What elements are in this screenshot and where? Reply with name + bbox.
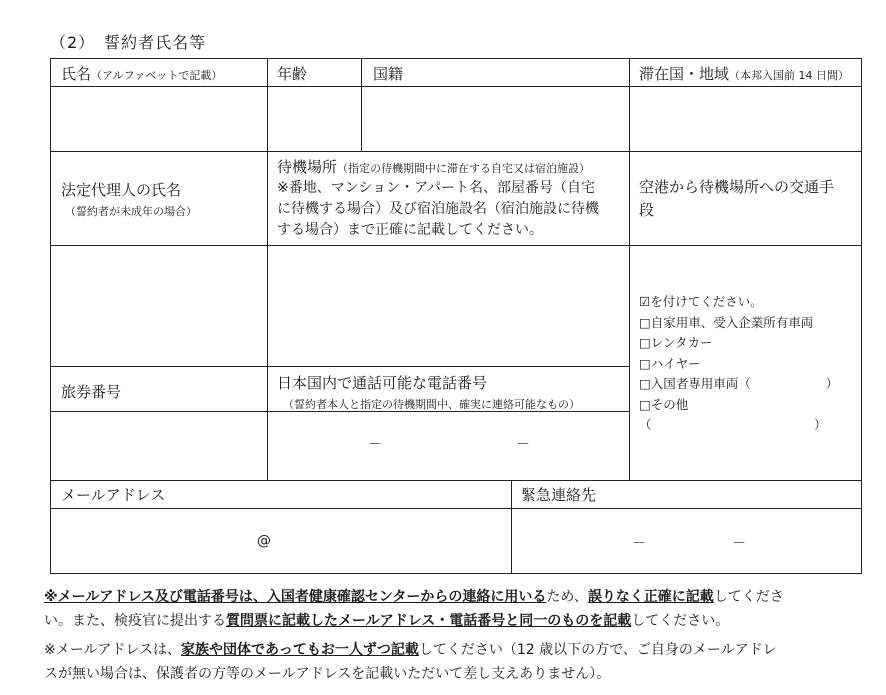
name-header xyxy=(61,63,222,84)
waiting-place-sublabel: （指定の待機期間中に滞在する自宅又は宿泊施設） xyxy=(337,162,591,175)
note-emphasis: 誤りなく正確に記載 xyxy=(587,589,714,605)
emergency-contact-label: 緊急連絡先 xyxy=(521,486,597,504)
age-input[interactable] xyxy=(268,87,360,151)
note-emphasis: 質問票に記載したメールアドレス・電話番号と同一のものを記載 xyxy=(226,613,632,629)
row-divider xyxy=(51,366,629,367)
emergency-separator: － xyxy=(732,536,746,552)
residence-sublabel: （本邦入国前 14 日間） xyxy=(729,69,850,82)
instruction-line: ※番地、マンション・アパート名、部屋番号（自宅 xyxy=(277,180,595,196)
residence-header xyxy=(639,63,849,84)
note-emphasis: 家族や団体であってもお一人ずつ記載 xyxy=(181,642,419,658)
row-divider xyxy=(51,480,861,481)
note-text: ※メールアドレスは、 xyxy=(44,642,182,658)
option-other[interactable]: □その他 xyxy=(639,396,689,412)
pledge-form-table xyxy=(50,58,862,574)
note-text: してください（12 歳以下の方で、ご自身のメールアドレ xyxy=(418,642,777,658)
name-input[interactable] xyxy=(52,87,266,151)
phone-input[interactable] xyxy=(268,412,628,479)
nationality-header: 国籍 xyxy=(373,65,404,83)
passport-input[interactable] xyxy=(52,412,266,479)
passport-label: 旅券番号 xyxy=(61,383,122,401)
option-dedicated-vehicle[interactable]: □入国者専用車両（ ） xyxy=(639,376,839,391)
waiting-place-instructions xyxy=(277,178,627,241)
section-title: （2） 誓約者氏名等 xyxy=(50,33,207,52)
transport-label-line: 空港から待機場所への交通手 xyxy=(639,178,835,196)
waiting-place-header xyxy=(277,156,590,177)
phone-separator: － xyxy=(516,437,530,453)
row-divider xyxy=(51,151,861,152)
note-emphasis: ※メールアドレス及び電話番号は、入国者健康確認センターからの連絡に用いる xyxy=(44,589,547,605)
option-hire-car[interactable]: □ハイヤー xyxy=(639,355,701,371)
phone-label: 日本国内で通話可能な電話番号 xyxy=(277,374,488,392)
guardian-name-input[interactable] xyxy=(52,246,266,366)
note-email-per-person xyxy=(44,638,844,686)
note-text: ため、 xyxy=(546,589,588,605)
transport-instruction: ☑を付けてください。 xyxy=(639,294,763,309)
name-label: 氏名 xyxy=(61,65,92,83)
phone-sublabel: （誓約者本人と指定の待機期間中、確実に連絡可能なもの） xyxy=(283,398,580,411)
email-input[interactable] xyxy=(52,509,510,572)
nationality-input[interactable] xyxy=(362,87,628,151)
note-contact-accuracy xyxy=(44,585,844,633)
emergency-contact-input[interactable] xyxy=(512,509,860,572)
age-header: 年齢 xyxy=(277,65,308,83)
note-text: してください。 xyxy=(631,613,730,629)
note-text: い。また、検疫官に提出する xyxy=(44,613,226,629)
waiting-place-label: 待機場所 xyxy=(277,158,338,176)
transport-label-line: 段 xyxy=(639,201,655,219)
instruction-line: する場合）まで正確に記載してください。 xyxy=(277,222,543,238)
emergency-separator: － xyxy=(632,536,646,552)
residence-label: 滞在国・地域 xyxy=(639,65,730,83)
email-label: メールアドレス xyxy=(61,486,166,504)
at-sign: @ xyxy=(257,533,271,549)
transport-options xyxy=(639,292,838,436)
transport-label xyxy=(639,176,834,222)
guardian-label: 法定代理人の氏名 xyxy=(61,181,182,199)
name-sublabel: （アルファベットで記載） xyxy=(91,69,223,82)
instruction-line: に待機する場合）及び宿泊施設名（宿泊施設に待機 xyxy=(277,201,599,217)
option-other-detail[interactable]: （ ） xyxy=(639,417,827,432)
guardian-sublabel: （誓約者が未成年の場合） xyxy=(65,205,197,218)
waiting-place-input[interactable] xyxy=(268,246,628,366)
option-private-car[interactable]: □自家用車、受入企業所有車両 xyxy=(639,314,814,330)
note-text: してくださ xyxy=(713,589,784,605)
option-rental-car[interactable]: □レンタカー xyxy=(639,335,713,350)
note-text: スが無い場合は、保護者の方等のメールアドレスを記載いただいて差し支えありません）。 xyxy=(44,666,611,682)
residence-input[interactable] xyxy=(630,87,860,151)
phone-separator: － xyxy=(368,437,382,453)
